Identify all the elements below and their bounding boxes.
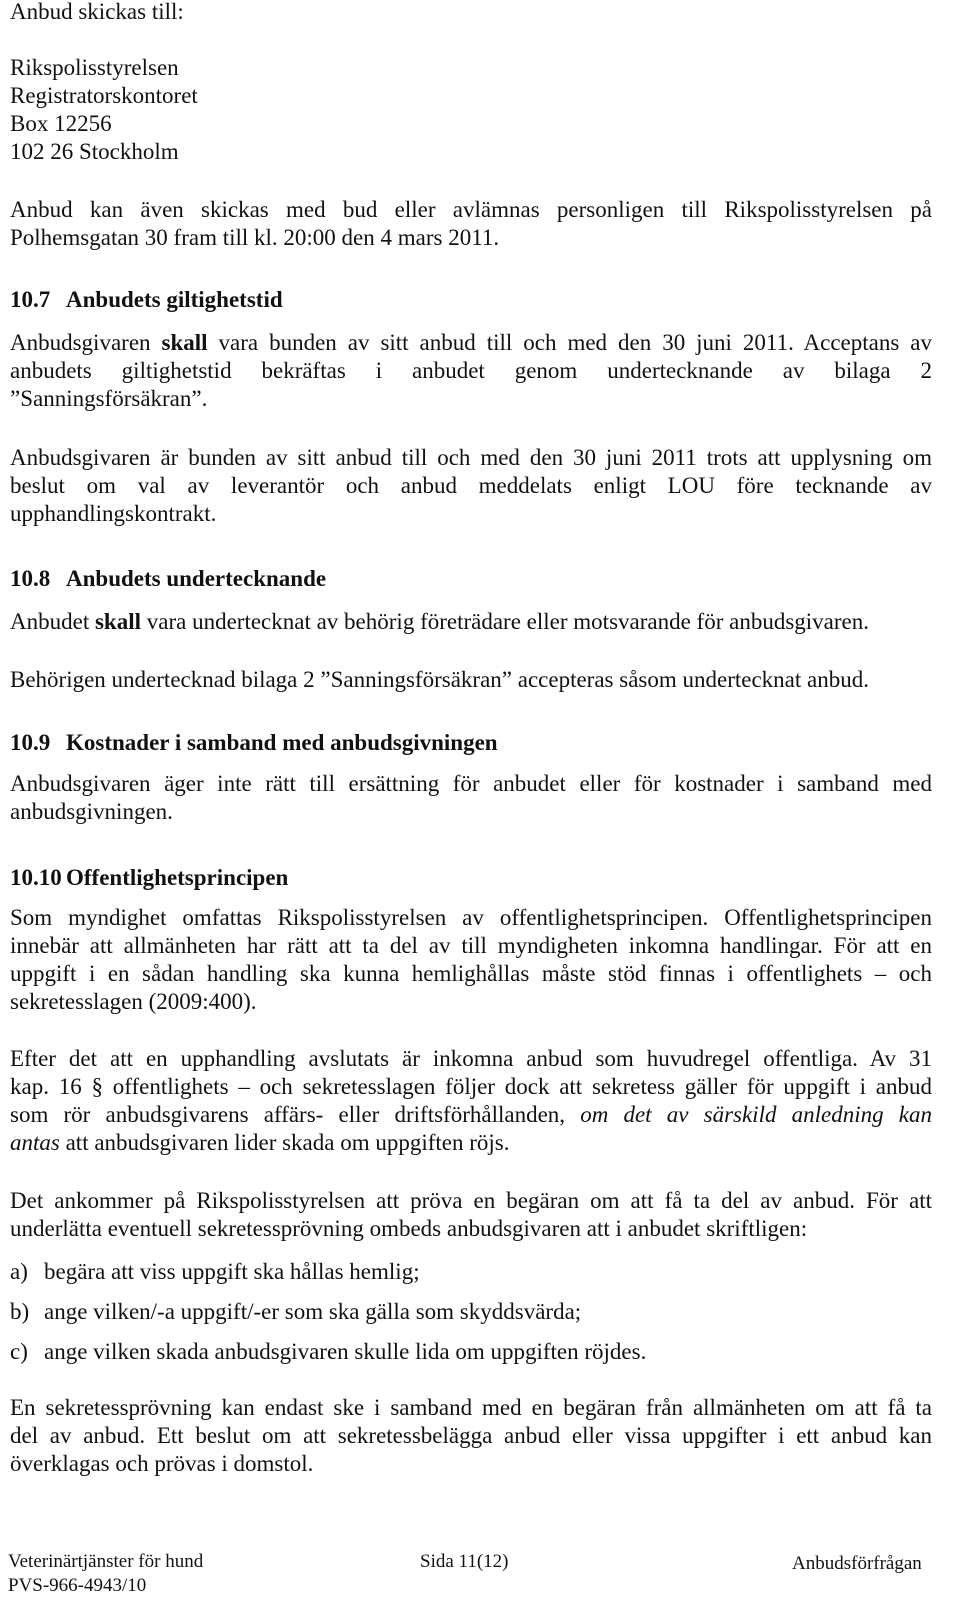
list-item (10, 1338, 646, 1366)
list-label: a) (10, 1259, 28, 1284)
paragraph-line: beslut om val av leverantör och anbud meddelats enligt LOU före tecknande av (10, 473, 932, 498)
paragraph-line: antas att anbudsgivaren lider skada om uppgiften röjs. (10, 1130, 510, 1155)
paragraph-line: Det ankommer på Rikspolisstyrelsen att pröva en begäran om att få ta del av anbud. För att (10, 1188, 932, 1213)
paragraph-line: sekretesslagen (2009:400). (10, 989, 257, 1014)
address-line: Registratorskontoret (10, 83, 198, 108)
section-number: 10.7 (10, 287, 51, 312)
signing-paragraph-2: Behörigen undertecknad bilaga 2 ”Sanningsförsäkran” accepteras såsom undertecknat anbud. (10, 667, 869, 692)
list-text: begära att viss uppgift ska hållas hemlig; (44, 1259, 420, 1284)
paragraph-line: upphandlingskontrakt. (10, 501, 217, 526)
address-line: 102 26 Stockholm (10, 139, 179, 164)
list-text: ange vilken skada anbudsgivaren skulle lida om uppgiften röjdes. (44, 1339, 647, 1364)
address-line: Box 12256 (10, 111, 112, 136)
paragraph-line: Som myndighet omfattas Rikspolisstyrelsen av offentlighetsprincipen. Offentlighetsprincipen (10, 905, 932, 930)
emphasis-skall: skall (94, 609, 141, 634)
footer-reference: PVS-966-4943/10 (8, 1575, 147, 1596)
section-heading-10-7 (10, 286, 283, 314)
paragraph-line: överklagas och prövas i domstol. (10, 1451, 314, 1476)
section-number: 10.10 (10, 865, 62, 890)
paragraph-line: Anbud kan även skickas med bud eller avlämnas personligen till Rikspolisstyrelsen på (10, 197, 932, 222)
paragraph-line: del av anbud. Ett beslut om att sekretessbelägga anbud eller vissa uppgifter i ett anbud kan (10, 1423, 932, 1448)
paragraph-line: Anbudsgivaren skall vara bunden av sitt anbud till och med den 30 juni 2011. Acceptans av (10, 330, 932, 355)
list-item (10, 1298, 581, 1326)
section-number: 10.8 (10, 566, 51, 591)
paragraph-line: som rör anbudsgivarens affärs- eller driftsförhållanden, om det av särskild anledning kan (10, 1102, 932, 1127)
section-number: 10.9 (10, 730, 51, 755)
footer-page-number: Sida 11(12) (420, 1551, 509, 1572)
paragraph-line: Efter det att en upphandling avslutats är inkomna anbud som huvudregel offentliga. Av 31 (10, 1046, 932, 1071)
section-title: Anbudets undertecknande (66, 566, 327, 591)
paragraph-line: underlätta eventuell sekretessprövning ombeds anbudsgivaren att i anbudet skriftligen: (10, 1216, 808, 1241)
italic-text: om det av särskild anledning kan (580, 1102, 932, 1127)
paragraph-line: anbudets giltighetstid bekräftas i anbudet genom undertecknande av bilaga 2 (10, 358, 932, 383)
section-heading-10-10 (10, 864, 288, 892)
paragraph-line: anbudsgivningen. (10, 799, 173, 824)
list-text: ange vilken/-a uppgift/-er som ska gälla som skyddsvärda; (44, 1299, 582, 1324)
section-title: Kostnader i samband med anbudsgivningen (66, 730, 498, 755)
paragraph-line: Anbudsgivaren är bunden av sitt anbud till och med den 30 juni 2011 trots att upplysning om (10, 445, 932, 470)
emphasis-skall: skall (161, 330, 208, 355)
footer-right: Anbudsförfrågan (792, 1553, 922, 1574)
italic-text: antas (10, 1130, 60, 1155)
paragraph-line: kap. 16 § offentlighets – och sekretesslagen följer dock att sekretess gäller för uppgift i anbud (10, 1074, 932, 1099)
signing-paragraph-1: Anbudet skall vara undertecknat av behörig företrädare eller motsvarande för anbudsgivaren. (10, 609, 869, 634)
send-to-heading: Anbud skickas till: (10, 0, 184, 24)
list-item (10, 1258, 420, 1286)
section-title: Offentlighetsprincipen (66, 865, 289, 890)
section-heading-10-9 (10, 729, 498, 757)
list-label: b) (10, 1299, 30, 1324)
paragraph-line: En sekretessprövning kan endast ske i samband med en begäran från allmänheten om att få ta (10, 1395, 932, 1420)
list-label: c) (10, 1339, 28, 1364)
paragraph-line: uppgift i en sådan handling ska kunna hemlighållas måste stöd finnas i offentlighets – och (10, 961, 932, 986)
paragraph-line: Anbudsgivaren äger inte rätt till ersättning för anbudet eller för kostnader i samband med (10, 771, 932, 796)
paragraph-line: innebär att allmänheten har rätt att ta del av till myndigheten inkomna handlingar. För att en (10, 933, 932, 958)
paragraph-line: Polhemsgatan 30 fram till kl. 20:00 den 4 mars 2011. (10, 225, 500, 250)
section-heading-10-8 (10, 565, 326, 593)
address-line: Rikspolisstyrelsen (10, 55, 179, 80)
footer-left: Veterinärtjänster för hund (8, 1551, 204, 1572)
section-title: Anbudets giltighetstid (66, 287, 283, 312)
paragraph-line: ”Sanningsförsäkran”. (10, 386, 208, 411)
